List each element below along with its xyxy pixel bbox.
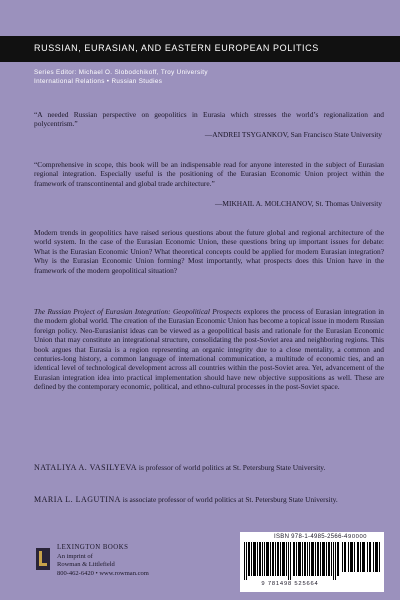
barcode-digits: 9 781498 525664 (261, 581, 319, 587)
price-addon: 90000 (348, 534, 368, 540)
book-title: The Russian Project of Eurasian Integration: Geopolitical Prospects (34, 307, 242, 316)
barcode-box (240, 532, 384, 592)
author-bio-1 (34, 463, 384, 472)
blurb-quote-2: “Comprehensive in scope, this book will be an indispensable read for anyone interested in the subject of Eurasian regional integration. Especially useful is the positioning of the Eurasian Economic Union project within the framework of transcontinental and global trade architecture.” (34, 160, 384, 188)
publisher-parent: Rowman & Littlefield (57, 561, 115, 569)
publisher-contact: 800-462-6420 • www.rowman.com (57, 569, 149, 577)
blurb-quote-1: “A needed Russian perspective on geopolitics in Eurasia which stresses the world’s regionalization and polycentrism.” (34, 110, 384, 129)
series-topics: International Relations • Russian Studies (34, 78, 163, 85)
publisher-name: LEXINGTON BOOKS (57, 544, 129, 551)
description-body-text: explores the process of Eurasian integration in the modern global world. The creation of the Eurasian Economic Union has become a topical issue in modern Russian foreign policy. Neo-Eurasianist ideas can be viewed as a geopolitical basis and rationale for the Eurasian Economic Union that may constitute an integrational structure, consolidating the post-Soviet area and neighboring regions. This book argues that Eurasia is a region representing an organic integrity due to a close mentality, a common and centuries-long history, a common language of international communication, a multitude of economic ties, and an identical level of technological development across all countries within the post-Soviet area. Yet, advancement of the Eurasian integration idea into practical implementation should have new objective suppositions as well. These are defined by the contemporary economic, political, and ethno-cultural processes in the post-Soviet space. (34, 307, 384, 392)
author-bio-text-2: is associate professor of world politics at St. Petersburg State University. (120, 495, 338, 504)
addon-barcode-icon (342, 542, 380, 572)
author-bio-text-1: is professor of world politics at St. Petersburg State University. (137, 463, 326, 472)
publisher-info (57, 544, 149, 578)
series-editor: Series Editor: Michael O. Slobodchikoff, Troy University (34, 69, 208, 76)
isbn-label: ISBN 978-1-4985-2566-4 (274, 534, 348, 540)
series-banner (0, 36, 400, 62)
author-name-2: MARIA L. LAGUTINA (34, 495, 121, 504)
author-bio-2 (34, 495, 384, 504)
blurb-attribution-2: —MIKHAIL A. MOLCHANOV, St. Thomas University (215, 199, 382, 208)
series-title: RUSSIAN, EURASIAN, AND EASTERN EUROPEAN POLITICS (34, 43, 319, 53)
lexington-logo-icon (36, 548, 50, 570)
author-name-1: NATALIYA A. VASILYEVA (34, 463, 138, 472)
series-editor-info (34, 68, 384, 86)
ean-barcode-icon (244, 542, 339, 580)
description-intro: Modern trends in geopolitics have raised serious questions about the future global and regional architecture of the world system. In the case of the Eurasian Economic Union, these questions bring up important issues for debate: What is the Eurasian Economic Union? What theoretical concepts could be applied for modern Eurasian integration? Why is the Eurasian Economic Union forming? Most importantly, what prospects does this Union have in the framework of the modern geopolitical situation? (34, 228, 384, 275)
publisher-imprint: An imprint of (57, 552, 93, 560)
description-body (34, 307, 384, 392)
blurb-attribution-1: —ANDREI TSYGANKOV, San Francisco State University (204, 130, 382, 139)
